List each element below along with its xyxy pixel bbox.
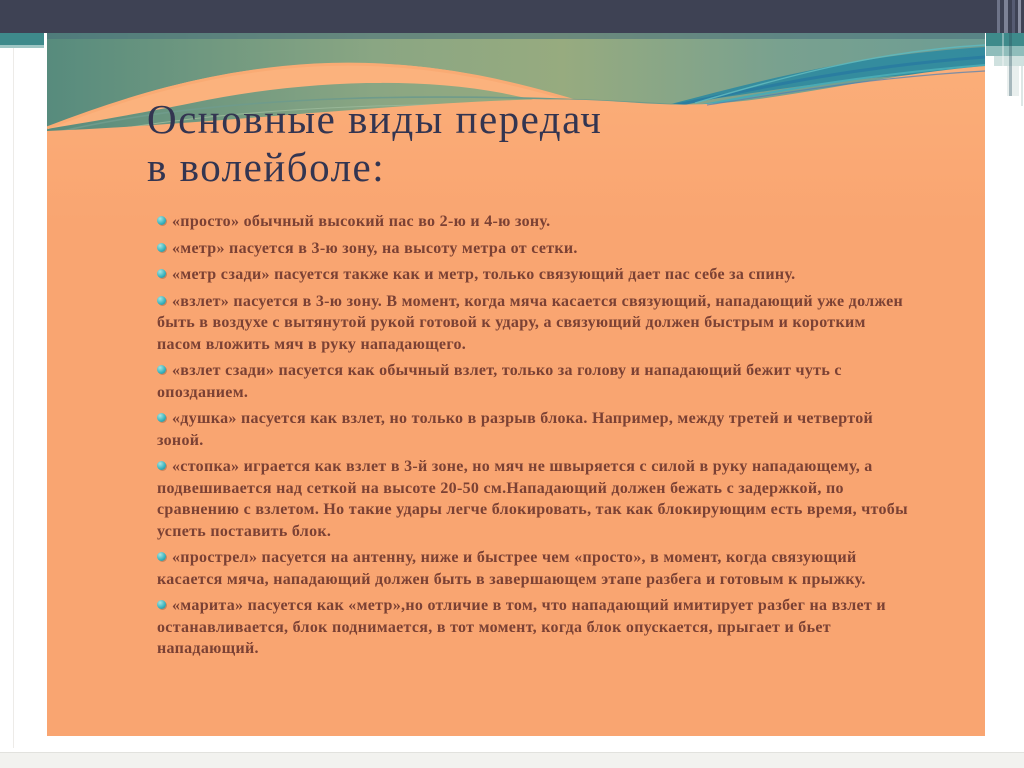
list-item [157, 360, 913, 403]
stripe [1018, 0, 1021, 33]
bullet-icon [157, 600, 166, 609]
title-line-2: в волейболе: [147, 144, 386, 190]
top-bar-edge-stripes [994, 0, 1024, 33]
right-stack-dark-line [1009, 33, 1012, 96]
bullet-text: «взлет» пасуется в 3-ю зону. В момент, когда мяча касается связующий, нападающий уже должен быть в воздухе с вытянутой рукой готовой к удару, а связующий должен быстрым и коротким пасом вложить мяч в руку нападающего. [157, 292, 904, 353]
bullet-list [157, 211, 913, 665]
right-stack-light-teal [986, 46, 1024, 56]
bullet-icon [157, 413, 166, 422]
bullet-icon [157, 296, 166, 305]
list-item [157, 408, 913, 451]
right-stack-line [1021, 66, 1023, 106]
bullet-icon [157, 269, 166, 278]
bullet-text: «просто» обычный высокий пас во 2-ю и 4-ю зону. [172, 213, 551, 230]
list-item [157, 547, 913, 590]
bullet-icon [157, 243, 166, 252]
bullet-text: «прострел» пасуется на антенну, ниже и быстрее чем «просто», в момент, когда связующий касается мяча, нападающий должен быть в завершающем этапе разбега и готовым к прыжку. [157, 549, 866, 588]
stripe [1004, 0, 1008, 33]
top-bar [0, 0, 1024, 33]
bullet-text: «стопка» играется как взлет в 3-й зоне, но мяч не швыряется с силой в руку нападающему, а подвешивается над сеткой на высоте 20-50 см.Нападающий должен бежать с задержкой, по сравнению с взлетом. Но такие удары легче блокировать, так как блокирующим есть время, чтобы успеть поставить блок. [157, 458, 908, 540]
list-item [157, 238, 913, 260]
page-title [147, 95, 867, 191]
right-stack-teal [986, 33, 1024, 46]
bullet-text: «метр сзади» пасуется также как и метр, только связующий дает пас себе за спину. [172, 266, 796, 283]
slide [47, 33, 985, 736]
list-item [157, 595, 913, 660]
bullet-icon [157, 365, 166, 374]
stripe [997, 0, 1000, 33]
bullet-icon [157, 461, 166, 470]
left-accent-tab [0, 33, 44, 45]
bottom-strip [0, 752, 1024, 768]
stripe [1012, 0, 1015, 33]
list-item [157, 264, 913, 286]
bullet-text: «душка» пасуется как взлет, но только в разрыв блока. Например, между третей и четвертой зоной. [157, 410, 874, 449]
right-stack-white-line [1002, 33, 1004, 88]
left-accent-tab-light [0, 45, 44, 48]
list-item [157, 211, 913, 233]
bullet-icon [157, 552, 166, 561]
bullet-text: «марита» пасуется как «метр»,но отличие в том, что нападающий имитирует разбег на взлет и останавливается, блок поднимается, в тот момент, когда блок опускается, прыгает и бьет нападающий. [157, 597, 886, 657]
bullet-icon [157, 216, 166, 225]
left-margin-line [13, 48, 14, 748]
bullet-text: «метр» пасуется в 3-ю зону, на высоту метра от сетки. [172, 239, 578, 257]
bullet-text: «взлет сзади» пасуется как обычный взлет, только за голову и нападающий бежит чуть с опозданием. [157, 362, 842, 401]
list-item [157, 291, 913, 356]
list-item [157, 456, 913, 542]
title-line-1: Основные виды передач [147, 96, 603, 142]
